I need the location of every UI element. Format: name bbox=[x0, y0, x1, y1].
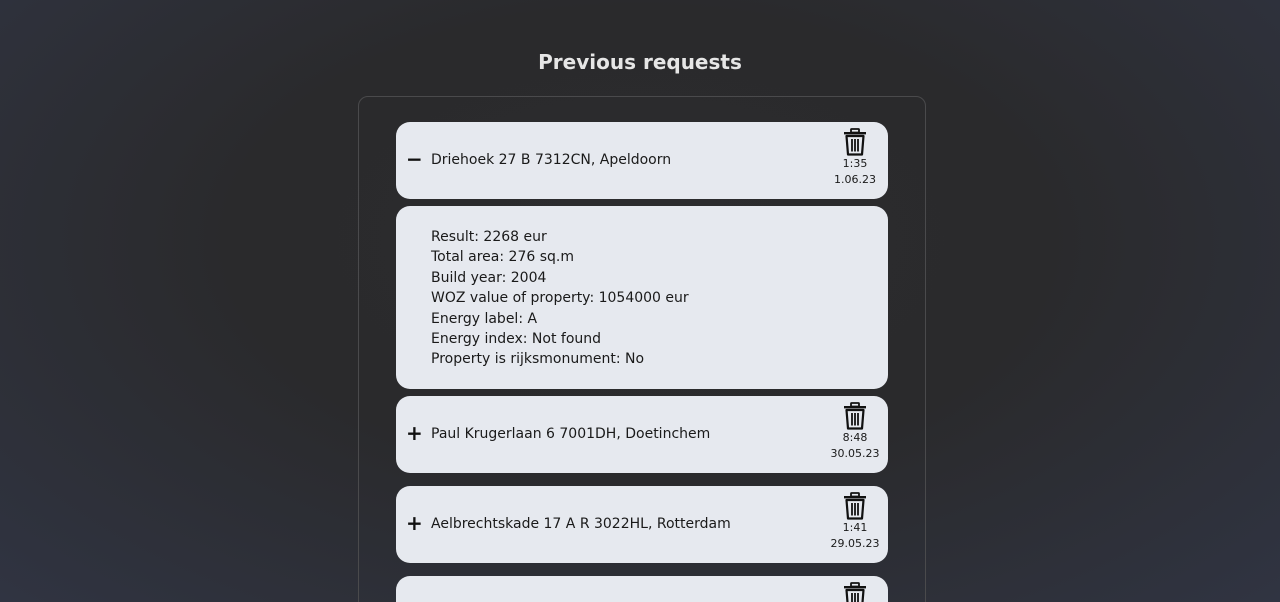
request-time: 8:48 bbox=[842, 431, 868, 444]
request-meta bbox=[830, 128, 880, 188]
request-details bbox=[396, 206, 888, 389]
request-item[interactable] bbox=[396, 486, 888, 563]
detail-energy-label: Energy label: A bbox=[431, 310, 538, 327]
page-title: Previous requests bbox=[538, 50, 742, 74]
request-time: 1:35 bbox=[842, 157, 868, 170]
request-meta bbox=[830, 402, 880, 462]
request-date: 1.06.23 bbox=[834, 173, 876, 186]
request-time: 1:41 bbox=[842, 521, 868, 534]
detail-woz-value: WOZ value of property: 1054000 eur bbox=[431, 290, 689, 307]
detail-rijksmonument: Property is rijksmonument: No bbox=[431, 351, 645, 368]
trash-icon[interactable] bbox=[842, 492, 868, 520]
request-item[interactable] bbox=[396, 576, 888, 602]
request-item[interactable] bbox=[396, 396, 888, 473]
detail-result: Result: 2268 eur bbox=[431, 229, 547, 245]
trash-icon[interactable] bbox=[842, 402, 868, 430]
trash-icon[interactable] bbox=[842, 582, 868, 602]
request-address: Driehoek 27 B 7312CN, Apeldoorn bbox=[431, 152, 672, 168]
trash-icon[interactable] bbox=[842, 128, 868, 156]
detail-energy-index: Energy index: Not found bbox=[431, 331, 602, 348]
request-date: 29.05.23 bbox=[830, 537, 880, 550]
request-meta bbox=[830, 492, 880, 552]
detail-build-year: Build year: 2004 bbox=[431, 269, 547, 286]
request-address: Paul Krugerlaan 6 7001DH, Doetinchem bbox=[431, 426, 711, 442]
minus-icon[interactable]: − bbox=[406, 147, 423, 171]
details-list bbox=[431, 227, 689, 370]
request-address: Aelbrechtskade 17 A R 3022HL, Rotterdam bbox=[431, 516, 731, 532]
detail-total-area: Total area: 276 sq.m bbox=[431, 249, 574, 266]
request-item[interactable] bbox=[396, 122, 888, 199]
plus-icon[interactable]: + bbox=[406, 511, 423, 535]
plus-icon[interactable]: + bbox=[406, 421, 423, 445]
request-meta bbox=[830, 582, 880, 602]
request-date: 30.05.23 bbox=[830, 447, 880, 460]
